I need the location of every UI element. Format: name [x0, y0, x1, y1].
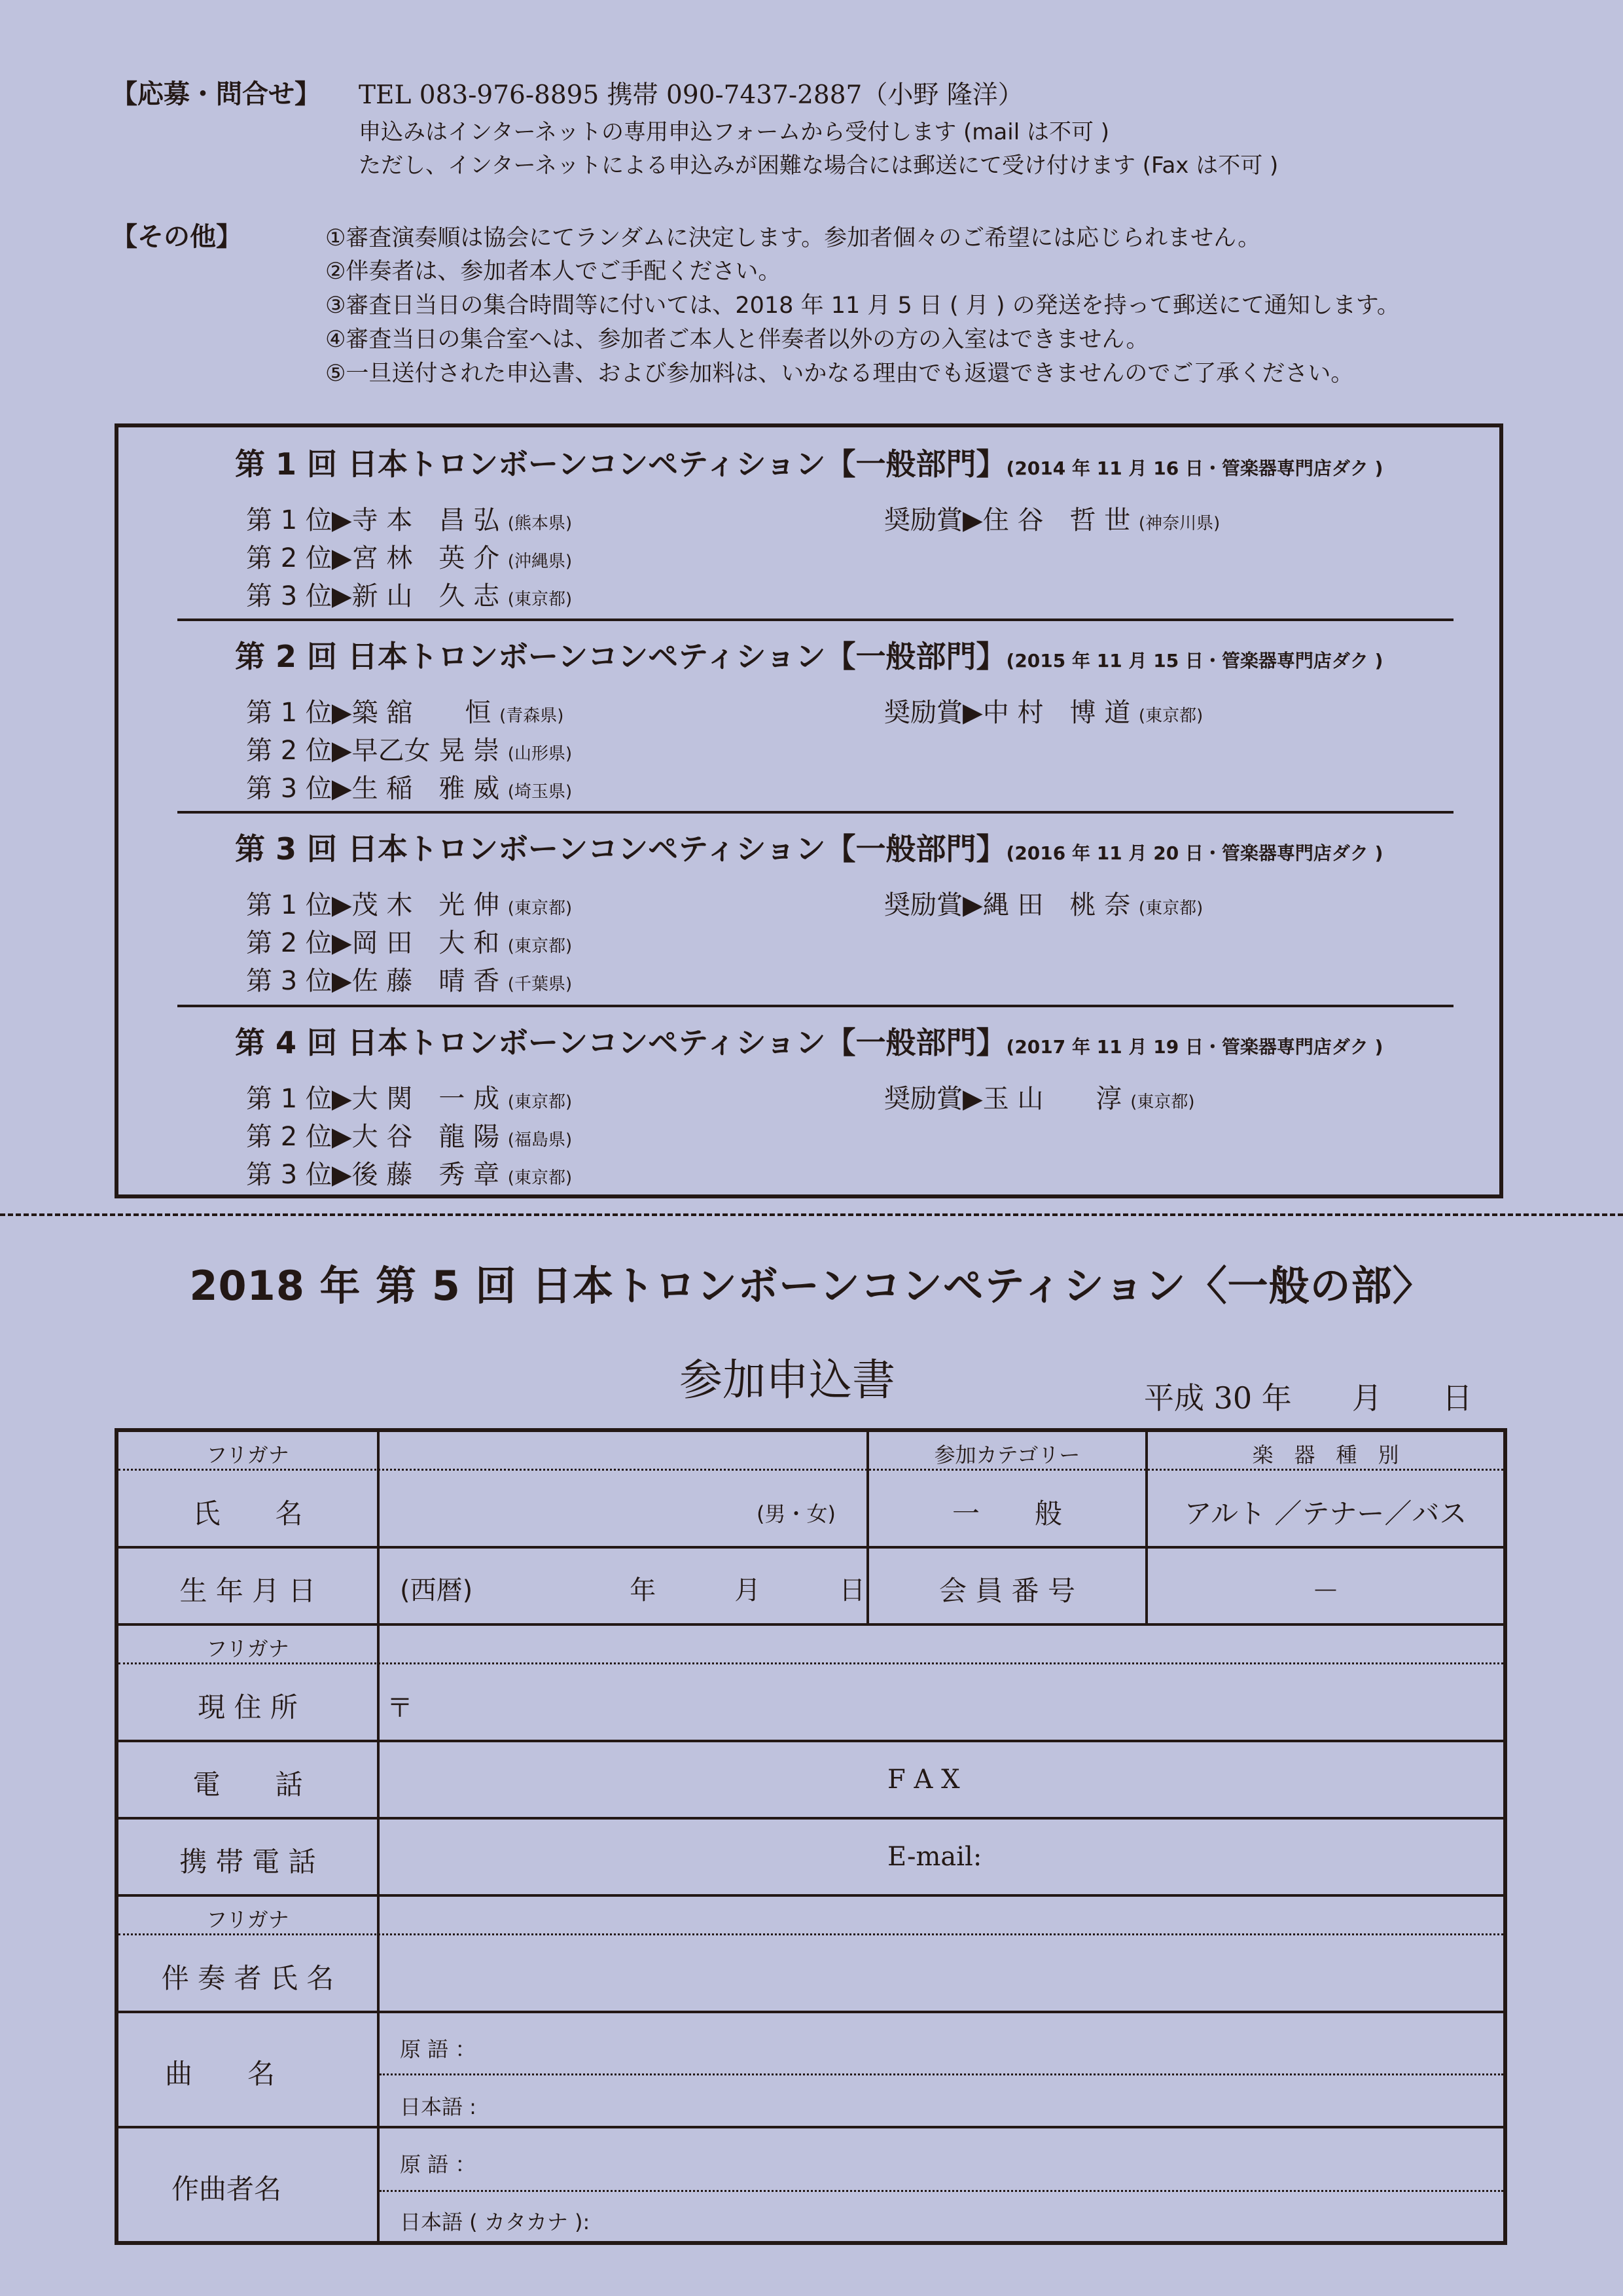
furigana-label: フリガナ — [206, 1907, 289, 1932]
row-divider — [118, 2011, 1503, 2013]
result-award: 奨励賞▶玉 山 淳 (東京都) — [884, 1084, 1195, 1114]
row-divider — [118, 1740, 1503, 1742]
inner-divider — [380, 2190, 1503, 2192]
result-divider — [177, 811, 1454, 814]
name-label: 氏 名 — [192, 1498, 303, 1530]
other-item-5: ⑤一旦送付された申込書、および参加料は、いかなる理由でも返還できませんのでご了承ください。 — [325, 361, 1354, 387]
result-place-3: 第 3 位▶生 稲 雅 威 (埼玉県) — [246, 774, 573, 804]
contact-line1: 申込みはインターネットの専用申込フォームから受付します (mail は不可 ) — [359, 119, 1110, 145]
composer-label: 作曲者名 — [171, 2173, 281, 2205]
result-place-1: 第 1 位▶茂 木 光 伸 (東京都) — [246, 890, 573, 920]
result-award: 奨励賞▶縄 田 桃 奈 (東京都) — [884, 890, 1204, 920]
instrument-options[interactable]: アルト ／テナー／バス — [1184, 1498, 1467, 1530]
result-place-3: 第 3 位▶後 藤 秀 章 (東京都) — [246, 1160, 573, 1190]
birth-label: 生 年 月 日 — [179, 1575, 316, 1607]
result-divider — [177, 619, 1454, 621]
past-results-box — [115, 423, 1503, 1198]
other-label: 【その他】 — [111, 222, 242, 252]
row-divider — [118, 1546, 1503, 1549]
result-title: 第 4 回 日本トロンボーンコンペティション【一般部門】(2017 年 11 月 19 日・管楽器専門店ダク ) — [235, 1025, 1383, 1060]
row-divider — [118, 1817, 1503, 1820]
postal-mark[interactable]: 〒 — [387, 1693, 413, 1723]
accompanist-label: 伴 奏 者 氏 名 — [161, 1962, 334, 1994]
row-divider — [118, 1623, 1503, 1626]
address-label: 現 住 所 — [198, 1691, 298, 1723]
phone-label: 電 話 — [192, 1768, 303, 1801]
result-title: 第 1 回 日本トロンボーンコンペティション【一般部門】(2014 年 11 月 16 日・管楽器専門店ダク ) — [235, 446, 1383, 482]
furigana-label: フリガナ — [206, 1443, 289, 1467]
furigana-divider — [118, 1662, 1503, 1664]
song-original-field[interactable]: 原 語 ： — [400, 2037, 476, 2062]
result-place-2: 第 2 位▶岡 田 大 和 (東京都) — [246, 928, 573, 958]
form-subtitle: 参加申込書 — [679, 1355, 895, 1405]
result-place-2: 第 2 位▶早乙女 晃 崇 (山形県) — [246, 736, 573, 766]
gender-option[interactable]: (男・女) — [757, 1501, 836, 1526]
song-label: 曲 名 — [164, 2058, 275, 2090]
result-award: 奨励賞▶住 谷 哲 世 (神奈川県) — [884, 505, 1221, 535]
email-label[interactable]: E-mail: — [887, 1842, 982, 1872]
member-label: 会 員 番 号 — [938, 1575, 1076, 1607]
song-japanese-field[interactable]: 日本語 : — [400, 2094, 476, 2119]
composer-japanese-field[interactable]: 日本語 ( カタカナ ): — [400, 2210, 590, 2234]
mobile-label: 携 帯 電 話 — [179, 1846, 316, 1878]
form-title: 2018 年 第 5 回 日本トロンボーンコンペティション〈一般の部〉 — [189, 1262, 1434, 1310]
fax-label[interactable]: F A X — [887, 1765, 960, 1795]
result-place-1: 第 1 位▶築 舘 恒 (青森県) — [246, 698, 564, 728]
form-date: 平成 30 年 月 日 — [1144, 1380, 1472, 1416]
contact-line2: ただし、インターネットによる申込みが困難な場合には郵送にて受け付けます (Fax は不可 ) — [359, 152, 1279, 179]
row-divider — [118, 2126, 1503, 2128]
contact-label: 【応募・問合せ】 — [111, 79, 321, 109]
result-award: 奨励賞▶中 村 博 道 (東京都) — [884, 698, 1204, 728]
cut-line — [0, 1213, 1623, 1216]
row-divider — [118, 1894, 1503, 1897]
composer-original-field[interactable]: 原 語 ： — [400, 2152, 476, 2177]
result-title: 第 2 回 日本トロンボーンコンペティション【一般部門】(2015 年 11 月 15 日・管楽器専門店ダク ) — [235, 639, 1383, 674]
accompanist-field[interactable] — [380, 1936, 1503, 2011]
other-item-1: ①審査演奏順は協会にてランダムに決定します。参加者個々のご希望には応じられません。 — [325, 225, 1261, 251]
other-item-3: ③審査日当日の集合時間等に付いては、2018 年 11 月 5 日 ( 月 ) の発送を持って郵送にて通知します。 — [325, 293, 1400, 319]
application-form — [115, 1428, 1507, 2245]
birth-field[interactable]: (西暦) 年 月 日 — [400, 1575, 866, 1605]
result-title: 第 3 回 日本トロンボーンコンペティション【一般部門】(2016 年 11 月 20 日・管楽器専門店ダク ) — [235, 831, 1383, 867]
result-place-1: 第 1 位▶寺 本 昌 弘 (熊本県) — [246, 505, 573, 535]
other-item-4: ④審査当日の集合室へは、参加者ご本人と伴奏者以外の方の入室はできません。 — [325, 327, 1149, 353]
result-place-2: 第 2 位▶大 谷 龍 陽 (福島県) — [246, 1122, 573, 1152]
category-header: 参加カテゴリー — [934, 1443, 1080, 1467]
result-place-1: 第 1 位▶大 関 一 成 (東京都) — [246, 1084, 573, 1114]
result-place-2: 第 2 位▶宮 林 英 介 (沖縄県) — [246, 543, 573, 573]
other-item-2: ②伴奏者は、参加者本人でご手配ください。 — [325, 259, 781, 285]
inner-divider — [380, 2073, 1503, 2075]
col-divider — [377, 1432, 380, 2241]
furigana-label: フリガナ — [206, 1636, 289, 1661]
furigana-divider — [118, 1933, 1503, 1935]
category-value: 一 般 — [952, 1498, 1062, 1530]
result-place-3: 第 3 位▶新 山 久 志 (東京都) — [246, 581, 573, 611]
instrument-header: 楽 器 種 別 — [1252, 1443, 1399, 1467]
contact-tel: TEL 083-976-8895 携帯 090-7437-2887（小野 隆洋） — [359, 81, 1024, 110]
member-field[interactable]: － — [1311, 1575, 1340, 1607]
result-divider — [177, 1005, 1454, 1007]
result-place-3: 第 3 位▶佐 藤 晴 香 (千葉県) — [246, 966, 573, 996]
